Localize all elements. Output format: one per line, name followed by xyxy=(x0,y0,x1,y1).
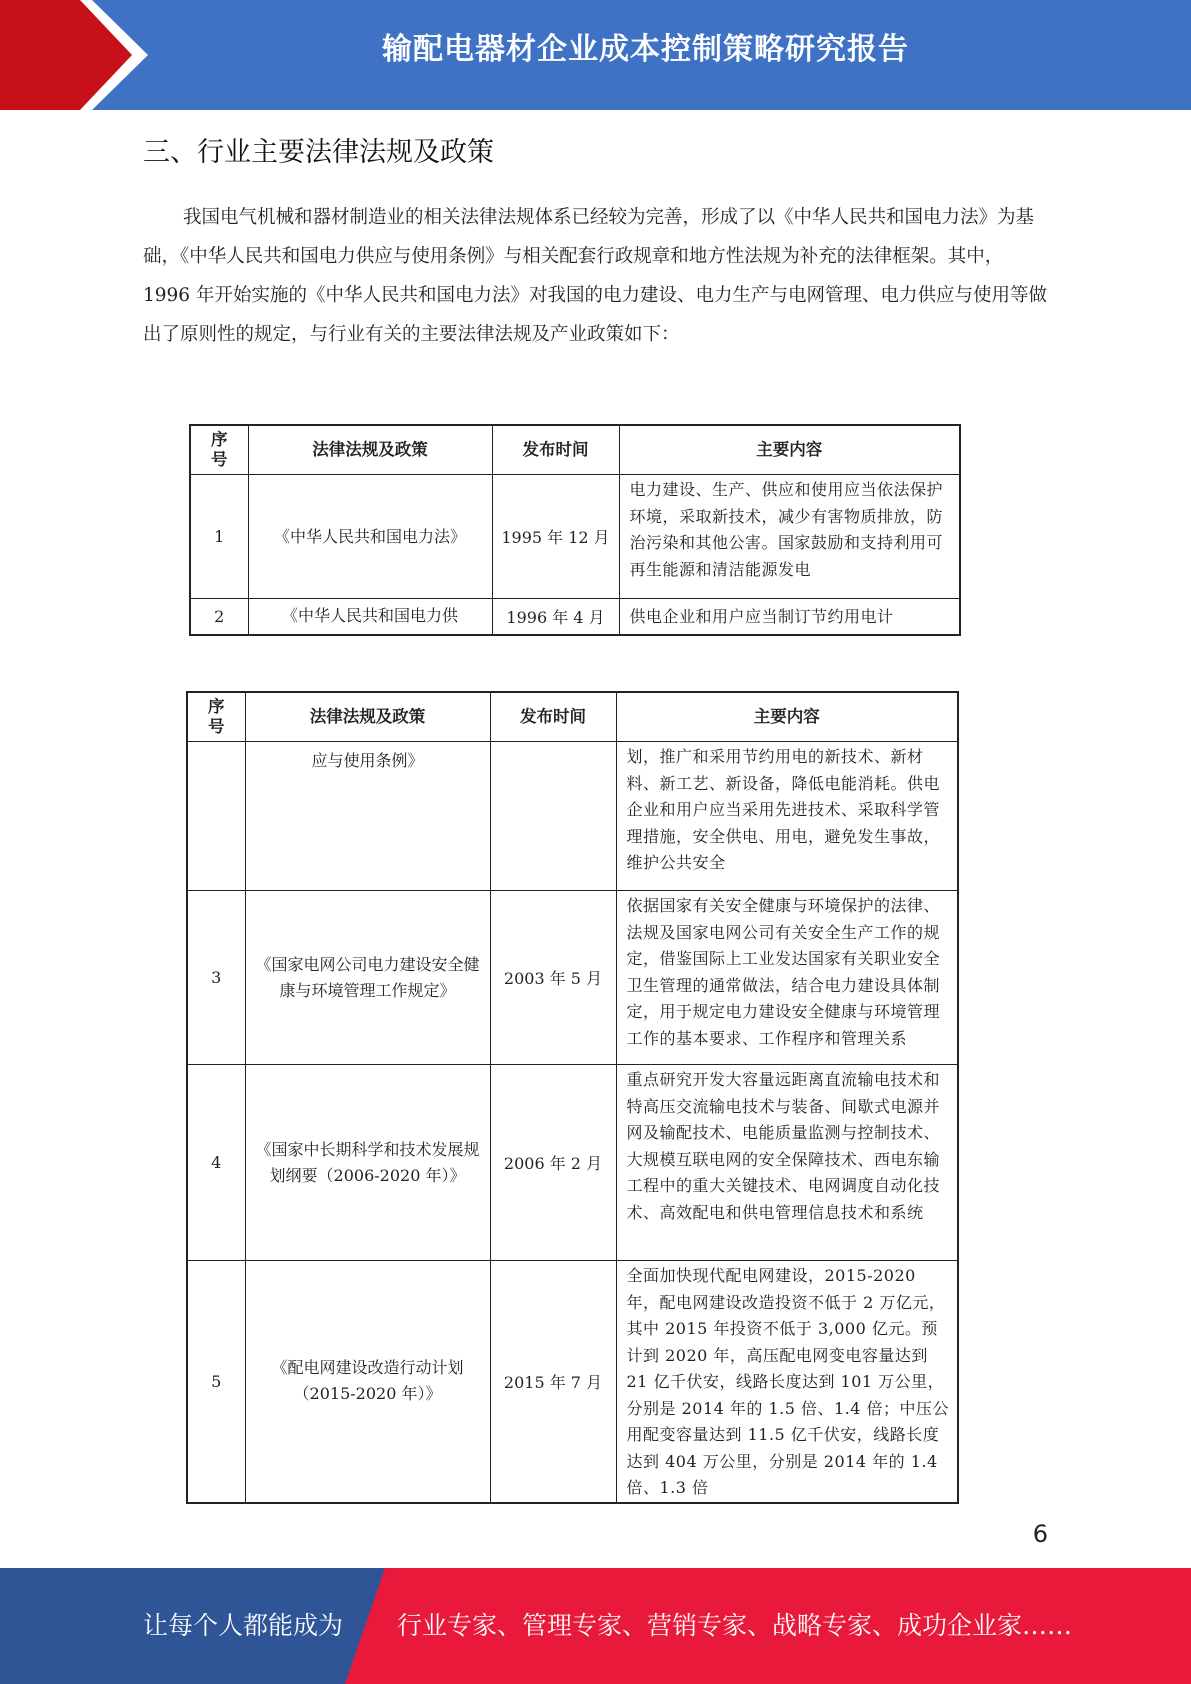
row-name: 应与使用条例》 xyxy=(245,742,490,891)
header-date: 发布时间 xyxy=(492,425,619,475)
row-name: 《国家电网公司电力建设安全健康与环境管理工作规定》 xyxy=(245,891,490,1065)
header-no: 序号 xyxy=(187,692,245,742)
footer-slogan-right: 行业专家、管理专家、营销专家、战略专家、成功企业家…… xyxy=(397,1611,1073,1640)
row-date: 2006 年 2 月 xyxy=(490,1065,616,1261)
row-no: 4 xyxy=(187,1065,245,1261)
chevron-logo-icon xyxy=(0,0,160,110)
page-header xyxy=(0,0,1191,110)
header-name: 法律法规及政策 xyxy=(245,692,490,742)
header-name: 法律法规及政策 xyxy=(248,425,492,475)
row-name: 《国家中长期科学和技术发展规划纲要（2006-2020 年）》 xyxy=(245,1065,490,1261)
row-date xyxy=(490,742,616,891)
page-number: 6 xyxy=(1032,1520,1048,1548)
table-row xyxy=(187,1261,958,1503)
page-footer xyxy=(0,1568,1191,1684)
header-content: 主要内容 xyxy=(619,425,960,475)
row-content: 依据国家有关安全健康与环境保护的法律、法规及国家电网公司有关安全生产工作的规定，借鉴国际上工业发达国家有关职业安全卫生管理的通常做法，结合电力建设具体制定，用于规定电力建设安全健康与环境管理工作的基本要求、工作程序和管理关系 xyxy=(616,891,958,1065)
header-no: 序号 xyxy=(190,425,248,475)
section-heading: 三、行业主要法律法规及政策 xyxy=(143,137,494,168)
header-date: 发布时间 xyxy=(490,692,616,742)
header-content: 主要内容 xyxy=(616,692,958,742)
row-name: 《中华人民共和国电力供 xyxy=(248,599,492,635)
table-row xyxy=(190,475,960,599)
row-date: 2003 年 5 月 xyxy=(490,891,616,1065)
policy-table-1 xyxy=(189,424,961,636)
row-content: 重点研究开发大容量远距离直流输电技术和特高压交流输电技术与装备、间歇式电源并网及输配技术、电能质量监测与控制技术、大规模互联电网的安全保障技术、西电东输工程中的重大关键技术、电网调度自动化技术、高效配电和供电管理信息技术和系统 xyxy=(616,1065,958,1261)
intro-paragraph: 我国电气机械和器材制造业的相关法律法规体系已经较为完善，形成了以《中华人民共和国电力法》为基础，《中华人民共和国电力供应与使用条例》与相关配套行政规章和地方性法规为补充的法律框架。其中，1996 年开始实施的《中华人民共和国电力法》对我国的电力建设、电力生产与电网管理、电力供应与使用等做出了原则性的规定，与行业有关的主要法律法规及产业政策如下： xyxy=(143,207,1047,345)
row-no: 1 xyxy=(190,475,248,599)
row-date: 2015 年 7 月 xyxy=(490,1261,616,1503)
table-header-row xyxy=(187,692,958,742)
row-content: 全面加快现代配电网建设，2015-2020 年，配电网建设改造投资不低于 2 万亿元，其中 2015 年投资不低于 3,000 亿元。预计到 2020 年，高压配电网变电容量达到 21 亿千伏安，线路长度达到 101 万公里，分别是 2014 年的 1.5 倍、1.4 倍；中压公用配变容量达到 11.5 亿千伏安，线路长度达到 404 万公里，分别是 2014 年的 1.4 倍、1.3 倍 xyxy=(616,1261,958,1503)
policy-table-2 xyxy=(186,691,959,1504)
report-title: 输配电器材企业成本控制策略研究报告 xyxy=(382,32,909,67)
table-header-row xyxy=(190,425,960,475)
table-row xyxy=(187,891,958,1065)
table-row xyxy=(187,742,958,891)
row-no xyxy=(187,742,245,891)
row-content: 划，推广和采用节约用电的新技术、新材料、新工艺、新设备，降低电能消耗。供电企业和用户应当采用先进技术、采取科学管理措施，安全供电、用电，避免发生事故，维护公共安全 xyxy=(616,742,958,891)
row-name: 《中华人民共和国电力法》 xyxy=(248,475,492,599)
row-content: 电力建设、生产、供应和使用应当依法保护环境，采取新技术，减少有害物质排放，防治污染和其他公害。国家鼓励和支持利用可再生能源和清洁能源发电 xyxy=(619,475,960,599)
row-name: 《配电网建设改造行动计划（2015-2020 年）》 xyxy=(245,1261,490,1503)
row-no: 2 xyxy=(190,599,248,635)
table-row xyxy=(187,1065,958,1261)
row-no: 5 xyxy=(187,1261,245,1503)
row-date: 1995 年 12 月 xyxy=(492,475,619,599)
row-content: 供电企业和用户应当制订节约用电计 xyxy=(619,599,960,635)
table-row xyxy=(190,599,960,635)
row-date: 1996 年 4 月 xyxy=(492,599,619,635)
row-no: 3 xyxy=(187,891,245,1065)
footer-slogan-left: 让每个人都能成为 xyxy=(143,1611,344,1640)
